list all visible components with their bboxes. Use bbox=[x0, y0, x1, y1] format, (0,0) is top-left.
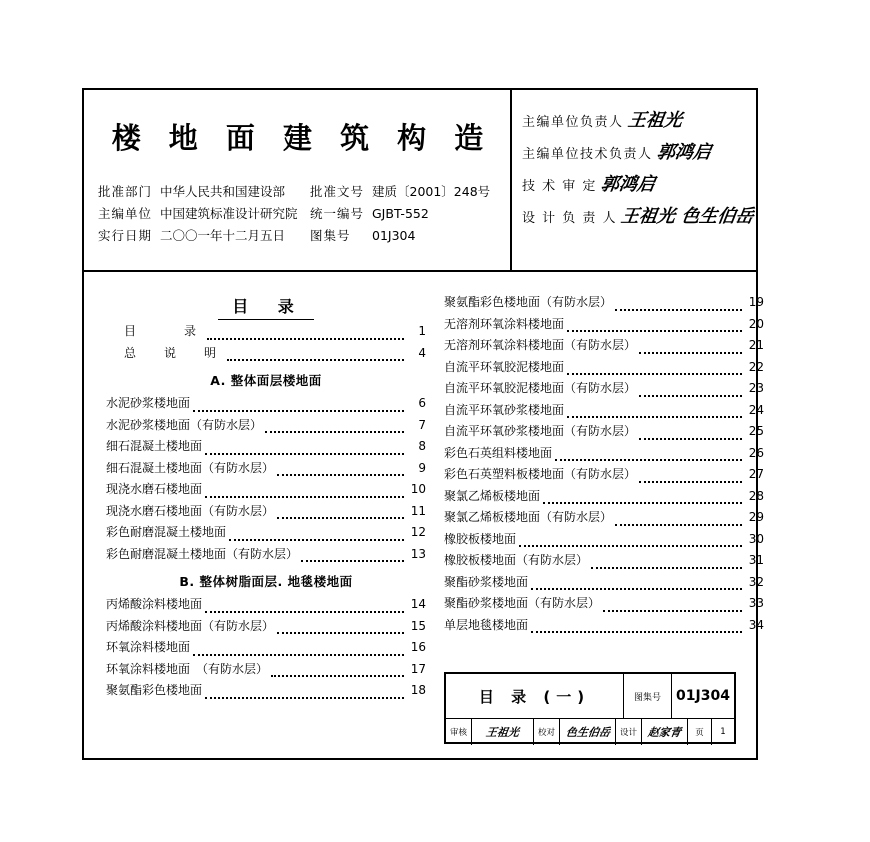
toc-column-right bbox=[444, 272, 764, 636]
toc-entry-page: 6 bbox=[418, 396, 426, 410]
toc-heading bbox=[106, 294, 426, 317]
list-item[interactable] bbox=[444, 335, 764, 357]
leader-dots bbox=[543, 493, 742, 504]
toc-section-b-list bbox=[106, 594, 426, 702]
toc-entry-label: 彩色耐磨混凝土楼地面（有防水层） bbox=[106, 546, 299, 561]
list-item[interactable] bbox=[444, 443, 764, 465]
list-item[interactable] bbox=[444, 486, 764, 508]
list-item[interactable] bbox=[106, 343, 426, 365]
sheet-header bbox=[84, 90, 756, 272]
toc-entry-page: 23 bbox=[748, 381, 764, 395]
meta-value-2: 01J304 bbox=[372, 228, 416, 243]
toc-entry-page: 8 bbox=[418, 439, 426, 453]
list-item[interactable] bbox=[444, 421, 764, 443]
list-item[interactable] bbox=[106, 680, 426, 702]
sheet-body bbox=[84, 272, 764, 760]
leader-dots bbox=[271, 666, 404, 677]
toc-entry-page: 22 bbox=[748, 359, 764, 374]
meta-value: 中国建筑标准设计研究院 bbox=[160, 206, 298, 221]
list-item[interactable] bbox=[444, 507, 764, 529]
leader-dots bbox=[193, 645, 404, 656]
drawing-code-value: 01J304 bbox=[676, 688, 730, 704]
toc-entry-page: 29 bbox=[748, 510, 764, 524]
list-item[interactable] bbox=[106, 321, 426, 343]
toc-entry-label: 聚氨酯彩色楼地面 bbox=[106, 683, 203, 697]
list-item[interactable] bbox=[106, 594, 426, 616]
list-item[interactable] bbox=[106, 501, 426, 523]
toc-entry-page: 10 bbox=[410, 482, 426, 496]
toc-entry-label: 自流平环氧砂浆楼地面 bbox=[444, 402, 565, 417]
toc-entry-label: 丙烯酸涂料楼地面 bbox=[106, 597, 203, 611]
toc-entry-page: 25 bbox=[748, 424, 764, 438]
meta-label-2: 批准文号 bbox=[310, 184, 365, 199]
toc-entry-label: 聚氯乙烯板楼地面 bbox=[444, 488, 541, 503]
leader-dots bbox=[639, 343, 742, 354]
toc-entry-label: 现浇水磨石楼地面（有防水层） bbox=[106, 503, 275, 518]
list-item[interactable] bbox=[444, 400, 764, 422]
leader-dots bbox=[531, 622, 742, 633]
toc-entry-page: 34 bbox=[748, 617, 764, 632]
page-title: 楼 地 面 建 筑 构 造 bbox=[111, 121, 493, 155]
toc-entry-page: 19 bbox=[748, 295, 764, 309]
toc-entry-page: 15 bbox=[410, 618, 426, 633]
toc-entry-label: 橡胶板楼地面 bbox=[444, 531, 517, 546]
meta-row bbox=[98, 203, 510, 225]
toc-entry-label: 环氧涂料楼地面 （有防水层） bbox=[106, 661, 269, 676]
toc-section-a-title: A. 整体面层楼地面 bbox=[210, 373, 322, 388]
meta-label-2: 图集号 bbox=[310, 228, 351, 243]
toc-head-list bbox=[106, 321, 426, 364]
meta-label: 批准部门 bbox=[98, 184, 153, 199]
meta-label-2: 统一编号 bbox=[310, 206, 365, 221]
list-item[interactable] bbox=[106, 479, 426, 501]
checker-signature: 色生伯岳 bbox=[560, 719, 616, 745]
toc-entry-label: 无溶剂环氧涂料楼地面 bbox=[444, 316, 565, 331]
signature-handwriting: 王祖光 bbox=[626, 110, 684, 131]
toc-entry-page: 7 bbox=[418, 417, 426, 432]
designer-signature: 赵家青 bbox=[642, 719, 688, 745]
toc-entry-label: 总 说 明 bbox=[124, 345, 225, 360]
toc-entry-label: 彩色耐磨混凝土楼地面 bbox=[106, 525, 227, 539]
page-number: 1 bbox=[720, 727, 726, 737]
leader-dots bbox=[277, 508, 404, 519]
leader-dots bbox=[639, 386, 742, 397]
leader-dots bbox=[205, 487, 404, 498]
toc-entry-label: 自流平环氧胶泥楼地面 bbox=[444, 359, 565, 374]
leader-dots bbox=[603, 601, 742, 612]
drawing-code-label: 图集号 bbox=[624, 674, 672, 718]
leader-dots bbox=[519, 536, 742, 547]
list-item[interactable] bbox=[444, 357, 764, 379]
signature-row bbox=[522, 106, 756, 138]
leader-dots bbox=[591, 558, 742, 569]
list-item[interactable] bbox=[444, 593, 764, 615]
list-item[interactable] bbox=[106, 415, 426, 437]
leader-dots bbox=[639, 429, 742, 440]
toc-entry-label: 环氧涂料楼地面 bbox=[106, 640, 191, 654]
leader-dots bbox=[301, 551, 404, 562]
signature-handwriting: 郭鸿启 bbox=[599, 174, 657, 195]
leader-dots bbox=[615, 515, 742, 526]
signature-list bbox=[512, 90, 756, 234]
toc-entry-page: 33 bbox=[748, 596, 764, 610]
leader-dots bbox=[265, 422, 404, 433]
toc-section-a-list bbox=[106, 393, 426, 565]
signature-row bbox=[522, 202, 756, 234]
list-item[interactable] bbox=[444, 529, 764, 551]
toc-entry-page: 20 bbox=[748, 316, 764, 331]
signature-handwriting: 王祖光 色生伯岳 bbox=[619, 206, 755, 227]
signature-label: 设 计 负 责 人 bbox=[522, 211, 618, 226]
toc-entry-page: 28 bbox=[748, 488, 764, 503]
toc-entry-page: 17 bbox=[410, 661, 426, 676]
leader-dots bbox=[229, 530, 404, 541]
toc-entry-page: 18 bbox=[410, 683, 426, 697]
list-item[interactable] bbox=[106, 659, 426, 681]
toc-entry-page: 31 bbox=[748, 553, 764, 567]
header-left-panel bbox=[84, 90, 512, 270]
toc-entry-page: 1 bbox=[418, 324, 426, 338]
leader-dots bbox=[205, 444, 404, 455]
toc-entry-label: 聚氯乙烯板楼地面（有防水层） bbox=[444, 510, 613, 524]
toc-entry-label: 聚酯砂浆楼地面 bbox=[444, 574, 529, 589]
header-meta-table bbox=[84, 181, 510, 247]
meta-label: 实行日期 bbox=[98, 228, 153, 243]
meta-value-2: 建质〔2001〕248号 bbox=[372, 184, 491, 199]
leader-dots bbox=[205, 602, 404, 613]
meta-value-2: GJBT-552 bbox=[372, 206, 429, 221]
meta-value: 二〇〇一年十二月五日 bbox=[160, 228, 286, 243]
toc-entry-label: 彩色石英组料楼地面 bbox=[444, 445, 553, 460]
toc-entry-label: 无溶剂环氧涂料楼地面（有防水层） bbox=[444, 338, 637, 352]
sheet-name: 目 录 (一) bbox=[446, 674, 624, 718]
leader-dots bbox=[567, 407, 742, 418]
list-item[interactable] bbox=[444, 615, 764, 637]
title-block bbox=[444, 672, 736, 744]
leader-dots bbox=[615, 300, 742, 311]
toc-entry-label: 目 录 bbox=[124, 324, 205, 338]
toc-entry-label: 聚氨酯彩色楼地面（有防水层） bbox=[444, 295, 613, 309]
leader-dots bbox=[277, 623, 404, 634]
list-item[interactable] bbox=[444, 314, 764, 336]
meta-row bbox=[98, 181, 510, 203]
leader-dots bbox=[567, 364, 742, 375]
list-item[interactable] bbox=[106, 544, 426, 566]
signature-row bbox=[522, 138, 756, 170]
toc-entry-page: 13 bbox=[410, 546, 426, 561]
leader-dots bbox=[555, 450, 742, 461]
toc-column-left bbox=[106, 272, 426, 702]
meta-label: 主编单位 bbox=[98, 206, 153, 221]
toc-entry-label: 聚酯砂浆楼地面（有防水层） bbox=[444, 596, 601, 610]
meta-value: 中华人民共和国建设部 bbox=[160, 184, 286, 199]
list-item[interactable] bbox=[106, 393, 426, 415]
list-item[interactable] bbox=[444, 550, 764, 572]
toc-section-b-title: B. 整体树脂面层. 地毯楼地面 bbox=[179, 574, 353, 589]
list-item[interactable] bbox=[106, 616, 426, 638]
drawing-sheet-border bbox=[82, 88, 764, 760]
toc-entry-label: 彩色石英塑料板楼地面（有防水层） bbox=[444, 467, 637, 481]
list-item[interactable] bbox=[106, 522, 426, 544]
toc-right-list bbox=[444, 292, 764, 636]
page-label: 页 bbox=[688, 719, 712, 745]
toc-entry-label: 单层地毯楼地面 bbox=[444, 617, 529, 632]
toc-entry-page: 14 bbox=[410, 597, 426, 611]
meta-row bbox=[98, 225, 510, 247]
designer-label: 设计 bbox=[616, 719, 642, 745]
toc-entry-label: 细石混凝土楼地面（有防水层） bbox=[106, 460, 275, 475]
leader-dots bbox=[227, 350, 404, 361]
toc-entry-page: 24 bbox=[748, 402, 764, 417]
leader-dots bbox=[205, 688, 404, 699]
list-item[interactable] bbox=[444, 292, 764, 314]
signature-label: 主编单位负责人 bbox=[522, 115, 624, 130]
list-item[interactable] bbox=[106, 637, 426, 659]
toc-entry-label: 自流平环氧胶泥楼地面（有防水层） bbox=[444, 381, 637, 395]
toc-entry-page: 4 bbox=[418, 345, 426, 360]
toc-entry-page: 16 bbox=[410, 640, 426, 654]
signature-handwriting: 郭鸿启 bbox=[655, 142, 713, 163]
toc-entry-page: 30 bbox=[748, 531, 764, 546]
reviewer-label: 审核 bbox=[446, 719, 472, 745]
list-item[interactable] bbox=[444, 464, 764, 486]
toc-entry-label: 细石混凝土楼地面 bbox=[106, 439, 203, 453]
toc-entry-label: 自流平环氧砂浆楼地面（有防水层） bbox=[444, 424, 637, 438]
toc-entry-label: 丙烯酸涂料楼地面（有防水层） bbox=[106, 618, 275, 633]
reviewer-signature: 王祖光 bbox=[472, 719, 534, 745]
list-item[interactable] bbox=[444, 572, 764, 594]
list-item[interactable] bbox=[106, 458, 426, 480]
toc-entry-page: 11 bbox=[410, 503, 426, 518]
toc-entry-label: 水泥砂浆楼地面（有防水层） bbox=[106, 417, 263, 432]
toc-entry-label: 橡胶板楼地面（有防水层） bbox=[444, 553, 589, 567]
list-item[interactable] bbox=[106, 436, 426, 458]
leader-dots bbox=[207, 329, 404, 340]
signature-row bbox=[522, 170, 756, 202]
leader-dots bbox=[531, 579, 742, 590]
signature-label: 主编单位技术负责人 bbox=[522, 147, 653, 162]
list-item[interactable] bbox=[444, 378, 764, 400]
title-block-bottom-row bbox=[446, 719, 734, 745]
toc-entry-page: 12 bbox=[410, 525, 426, 539]
toc-heading-text: 目 录 bbox=[218, 297, 314, 320]
leader-dots bbox=[639, 472, 742, 483]
toc-entry-label: 水泥砂浆楼地面 bbox=[106, 396, 191, 410]
toc-entry-page: 26 bbox=[748, 445, 764, 460]
leader-dots bbox=[193, 401, 404, 412]
toc-entry-page: 27 bbox=[748, 467, 764, 481]
toc-entry-label: 现浇水磨石楼地面 bbox=[106, 482, 203, 496]
header-signature-panel bbox=[512, 90, 756, 270]
signature-label: 技 术 审 定 bbox=[522, 179, 597, 194]
toc-entry-page: 32 bbox=[748, 574, 764, 589]
leader-dots bbox=[567, 321, 742, 332]
toc-entry-page: 21 bbox=[748, 338, 764, 352]
title-block-top-row bbox=[446, 674, 734, 719]
leader-dots bbox=[277, 465, 404, 476]
checker-label: 校对 bbox=[534, 719, 560, 745]
toc-entry-page: 9 bbox=[418, 460, 426, 475]
